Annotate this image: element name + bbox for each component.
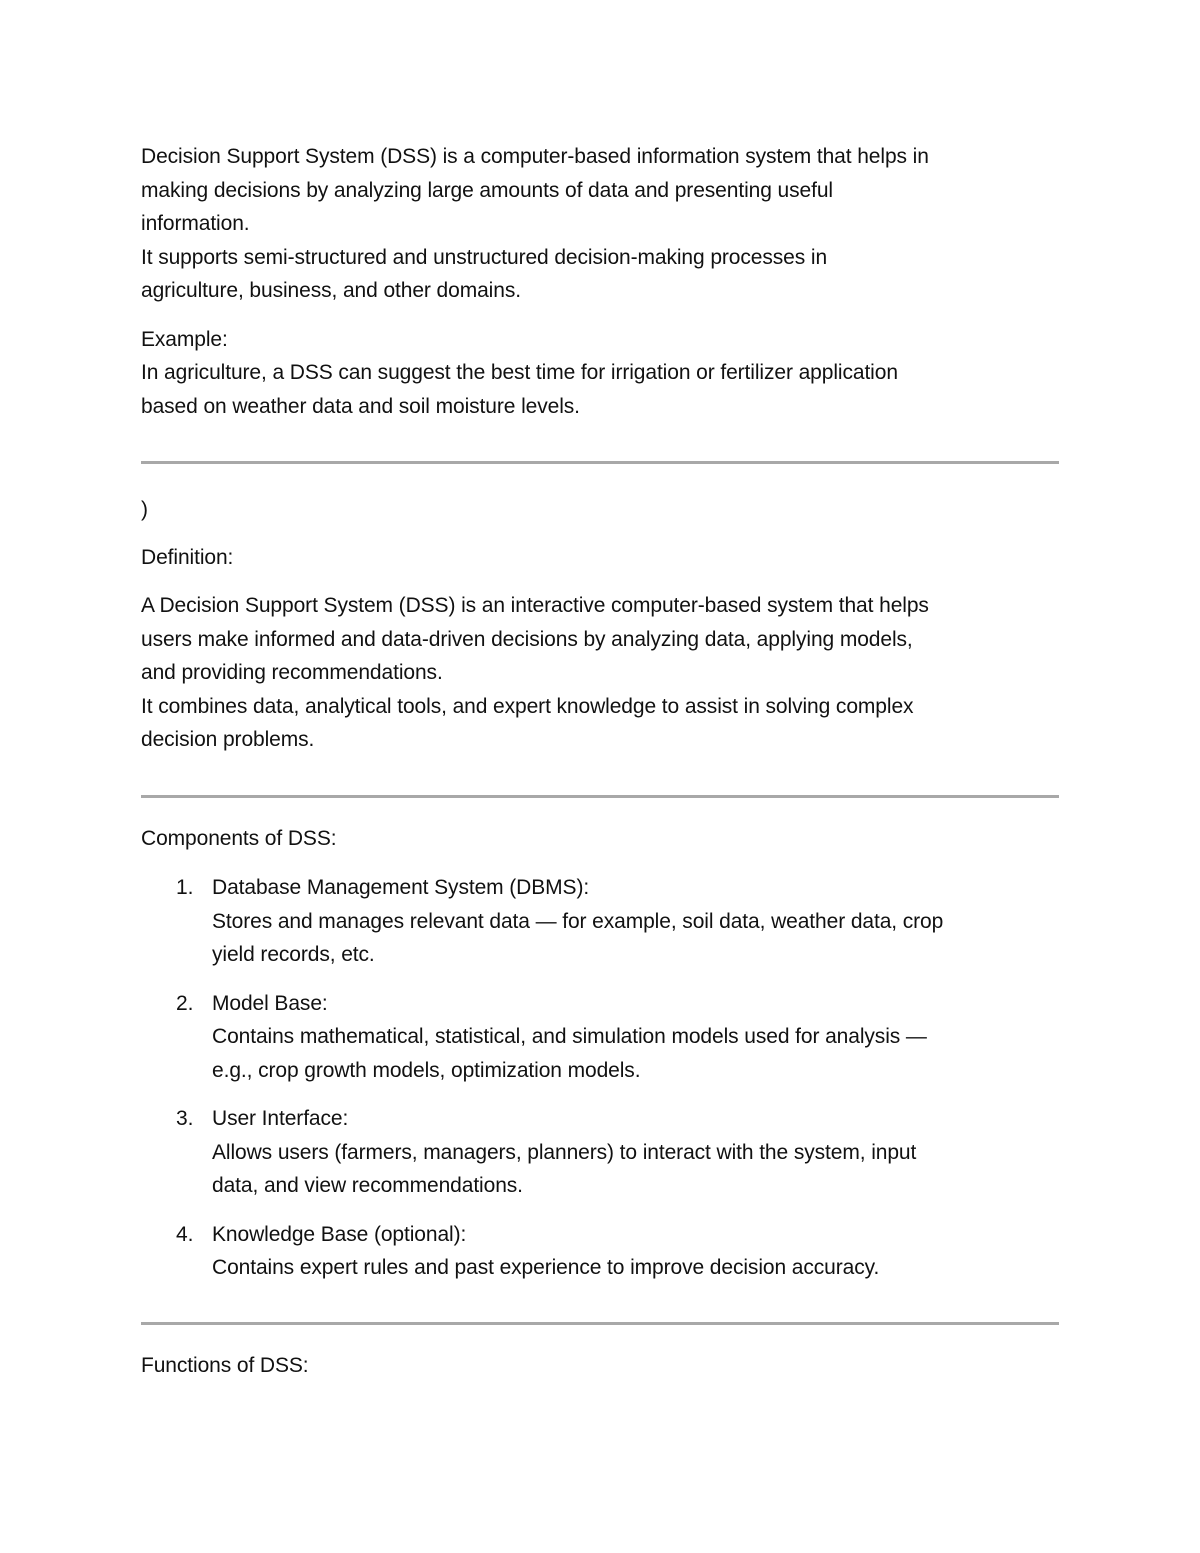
list-item <box>141 871 1059 972</box>
definition-section <box>141 541 1059 757</box>
list-item-text: data, and view recommendations. <box>212 1174 523 1197</box>
list-item-text: Stores and manages relevant data — for example, soil data, weather data, crop <box>212 909 944 933</box>
definition-line: It combines data, analytical tools, and expert knowledge to assist in solving complex <box>141 694 914 718</box>
example-section <box>141 323 1059 424</box>
definition-heading: Definition: <box>141 545 234 569</box>
list-item <box>141 1102 1059 1203</box>
intro-line: Decision Support System (DSS) is a computer-based information system that helps in <box>141 145 929 168</box>
definition-line: users make informed and data-driven decisions by analyzing data, applying models, <box>141 627 913 651</box>
list-item-title: Model Base: <box>212 991 328 1015</box>
components-section <box>141 822 1059 1285</box>
list-number: 4. <box>176 1222 194 1246</box>
intro-line: It supports semi-structured and unstructured decision-making processes in <box>141 245 828 269</box>
definition-line: and providing recommendations. <box>141 661 443 684</box>
list-item-title: User Interface: <box>212 1107 349 1130</box>
example-heading: Example: <box>141 327 228 351</box>
intro-line: agriculture, business, and other domains. <box>141 279 521 302</box>
definition-line: A Decision Support System (DSS) is an interactive computer-based system that helps <box>141 594 929 617</box>
list-item-text: Contains expert rules and past experience to improve decision accuracy. <box>212 1256 880 1279</box>
components-heading: Components of DSS: <box>141 826 337 850</box>
document-page <box>141 140 1059 1382</box>
components-list <box>141 871 1059 1285</box>
intro-paragraph <box>141 140 1059 308</box>
list-item-text: Allows users (farmers, managers, planners) to interact with the system, input <box>212 1140 917 1164</box>
list-item-text: Contains mathematical, statistical, and simulation models used for analysis — <box>212 1025 927 1048</box>
list-number: 2. <box>176 991 194 1015</box>
list-item-title: Knowledge Base (optional): <box>212 1222 467 1246</box>
list-item <box>141 987 1059 1088</box>
list-item-title: Database Management System (DBMS): <box>212 876 590 899</box>
list-item-text: e.g., crop growth models, optimization models. <box>212 1058 641 1082</box>
list-item-text: yield records, etc. <box>212 943 375 966</box>
functions-heading: Functions of DSS: <box>141 1353 309 1377</box>
definition-line: decision problems. <box>141 728 315 751</box>
stray-paren: ) <box>141 498 148 521</box>
list-item <box>141 1218 1059 1285</box>
example-line: In agriculture, a DSS can suggest the best time for irrigation or fertilizer application <box>141 361 898 384</box>
list-number: 1. <box>176 876 194 899</box>
list-number: 3. <box>176 1107 194 1130</box>
example-line: based on weather data and soil moisture levels. <box>141 394 580 418</box>
intro-line: making decisions by analyzing large amounts of data and presenting useful <box>141 178 833 202</box>
intro-line: information. <box>141 212 250 235</box>
